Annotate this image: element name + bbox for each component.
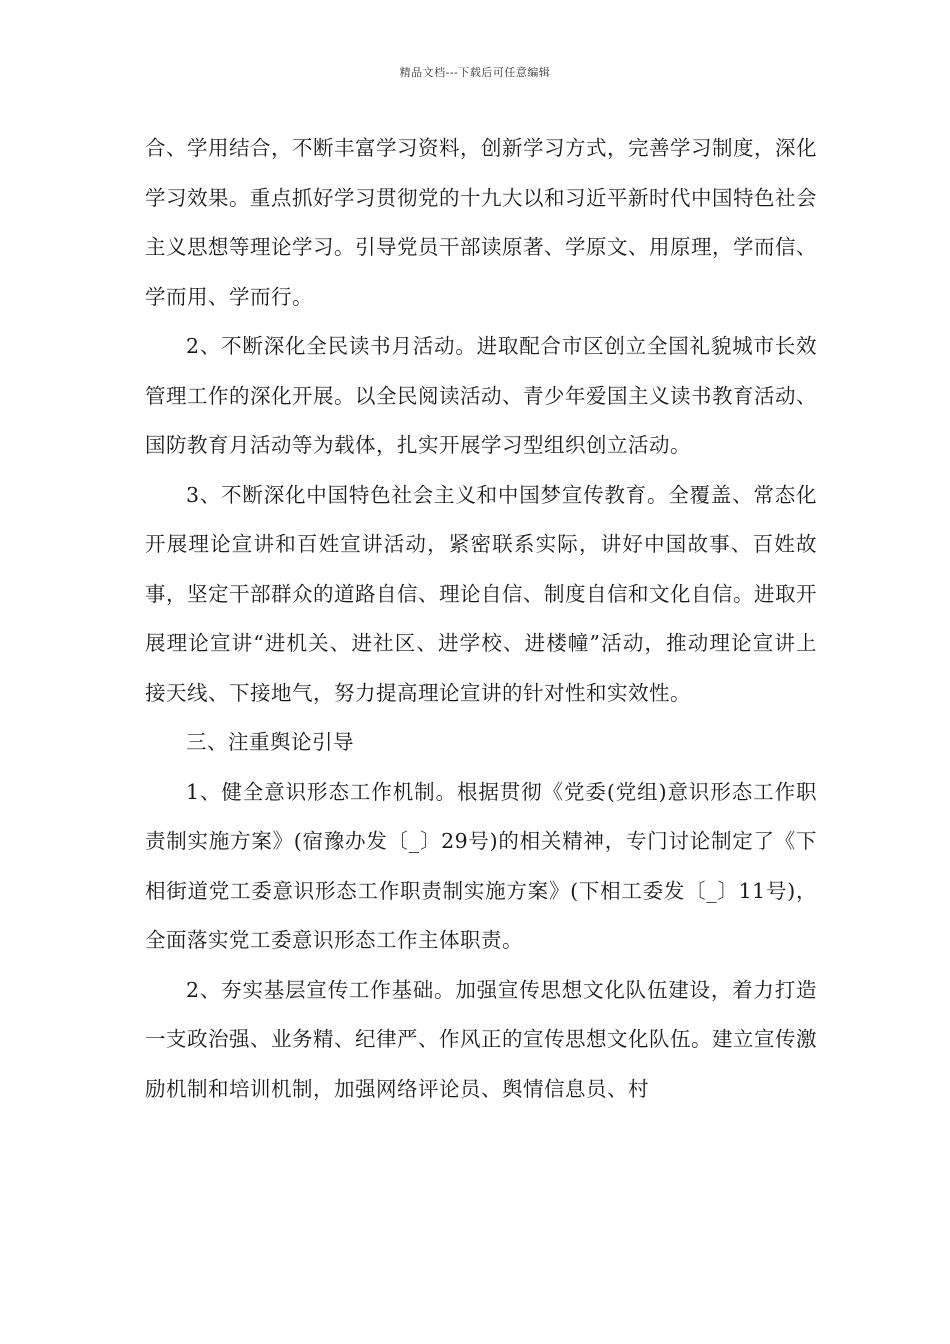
paragraph-reading-month: 2、不断深化全民读书月活动。进取配合市区创立全国礼貌城市长效管理工作的深化开展。以全民阅读活动、青少年爱国主义读书教育活动、国防教育月活动等为载体，扎实开展学习型组织创立活动。 bbox=[145, 334, 817, 457]
paragraph-ideology-mechanism: 1、健全意识形态工作机制。根据贯彻《党委(党组)意识形态工作职责制实施方案》(宿豫办发〔_〕29号)的相关精神，专门讨论制定了《下相街道党工委意识形态工作职责制实施方案》(下相工委发〔_〕11号)，全面落实党工委意识形态工作主体职责。 bbox=[145, 779, 817, 952]
document-body bbox=[145, 124, 817, 1114]
section-heading-public-opinion: 三、注重舆论引导 bbox=[186, 730, 354, 754]
paragraph-chinese-dream-education: 3、不断深化中国特色社会主义和中国梦宣传教育。全覆盖、常态化开展理论宣讲和百姓宣讲活动，紧密联系实际，讲好中国故事、百姓故事，坚定干部群众的道路自信、理论自信、制度自信和文化自信。进取开展理论宣讲“进机关、进社区、进学校、进楼幢”活动，推动理论宣讲上接天线、下接地气，努力提高理论宣讲的针对性和实效性。 bbox=[145, 482, 817, 705]
page-header: 精品文档---下载后可任意编辑 bbox=[399, 66, 551, 79]
paragraph-study-continuation: 合、学用结合，不断丰富学习资料，创新学习方式，完善学习制度，深化学习效果。重点抓好学习贯彻党的十九大以和习近平新时代中国特色社会主义思想等理论学习。引导党员干部读原著、学原文、用原理，学而信、学而用、学而行。 bbox=[145, 136, 817, 309]
paragraph-grassroots-publicity: 2、夯实基层宣传工作基础。加强宣传思想文化队伍建设，着力打造一支政治强、业务精、纪律严、作风正的宣传思想文化队伍。建立宣传激励机制和培训机制，加强网络评论员、舆情信息员、村 bbox=[145, 977, 817, 1101]
